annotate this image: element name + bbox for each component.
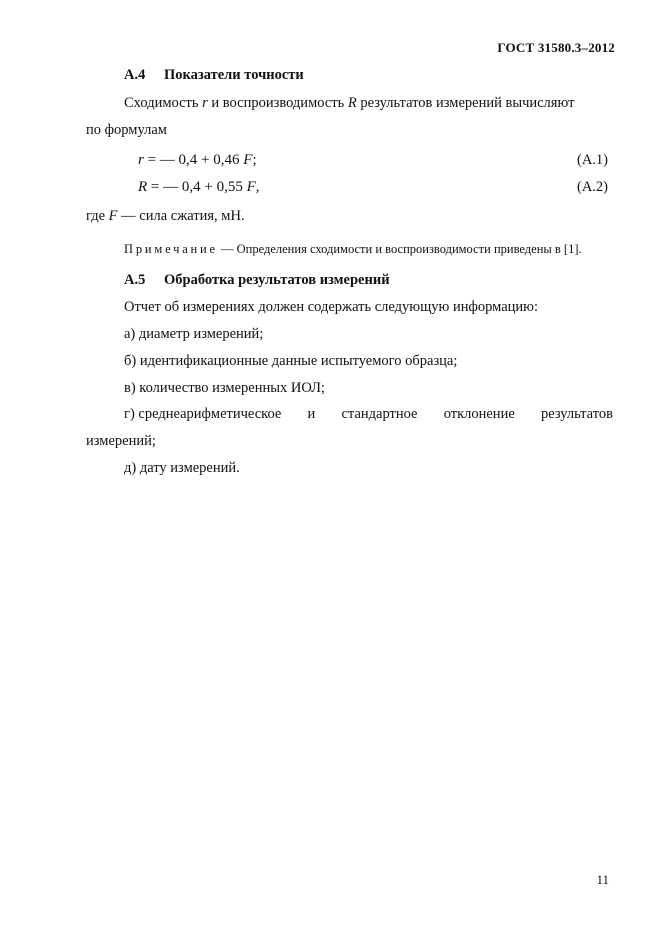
formula-a2	[138, 179, 260, 196]
formula-rhs: = — 0,4 + 0,55	[147, 179, 247, 195]
section-a5-number: А.5	[124, 272, 146, 288]
formula-a1	[138, 152, 257, 169]
note-text: — Определения сходимости и воспроизводимости приведены в [1].	[217, 242, 582, 256]
list-item-word: и	[307, 406, 316, 422]
where-text: — сила сжатия, мН.	[117, 208, 245, 224]
section-a4-number: А.4	[124, 67, 146, 83]
list-item-word: стандартное	[341, 406, 418, 422]
formula-rhs: = — 0,4 + 0,46	[143, 152, 244, 168]
formula-lhs: r	[138, 152, 144, 168]
note-label: Примечание	[124, 242, 218, 256]
list-item-g-line1	[124, 406, 613, 423]
equation-number-a2: (А.2)	[576, 179, 608, 195]
list-item: б) идентификационные данные испытуемого образца;	[124, 353, 458, 369]
para-text: и воспроизводимость	[207, 95, 348, 111]
formula-lhs: R	[138, 179, 148, 195]
variable-F: F	[108, 208, 118, 224]
where-clause	[86, 208, 245, 225]
para-text: результатов измерений вычисляют	[356, 95, 575, 111]
variable-r: r	[202, 95, 208, 111]
section-a4-paragraph-line1	[124, 95, 613, 112]
formula-variable: F	[243, 152, 253, 168]
section-a4-title: Показатели точности	[164, 67, 304, 83]
formula-end: ,	[255, 179, 260, 195]
list-item-word: г) среднеарифметическое	[124, 406, 282, 422]
variable-R: R	[347, 95, 357, 111]
list-item-word: результатов	[540, 406, 613, 422]
list-item: д) дату измерений.	[124, 460, 240, 476]
section-a4-heading	[124, 67, 304, 84]
section-a5-title: Обработка результатов измерений	[164, 272, 390, 288]
note	[124, 242, 582, 257]
section-a5-intro: Отчет об измерениях должен содержать следующую информацию:	[124, 299, 539, 315]
formula-end: ;	[252, 152, 257, 168]
document-number-header: ГОСТ 31580.3–2012	[497, 40, 615, 55]
section-a4-paragraph-line2: по формулам	[86, 122, 167, 138]
formula-variable: F	[246, 179, 256, 195]
equation-number-a1: (А.1)	[576, 152, 608, 168]
list-item-word: отклонение	[443, 406, 515, 422]
list-item: в) количество измеренных ИОЛ;	[124, 380, 325, 396]
list-item-g-line2: измерений;	[86, 433, 156, 449]
list-item: а) диаметр измерений;	[124, 326, 264, 342]
page-number: 11	[596, 872, 609, 887]
para-text: Сходимость	[124, 95, 203, 111]
where-text: где	[86, 208, 109, 224]
section-a5-heading	[124, 272, 390, 289]
